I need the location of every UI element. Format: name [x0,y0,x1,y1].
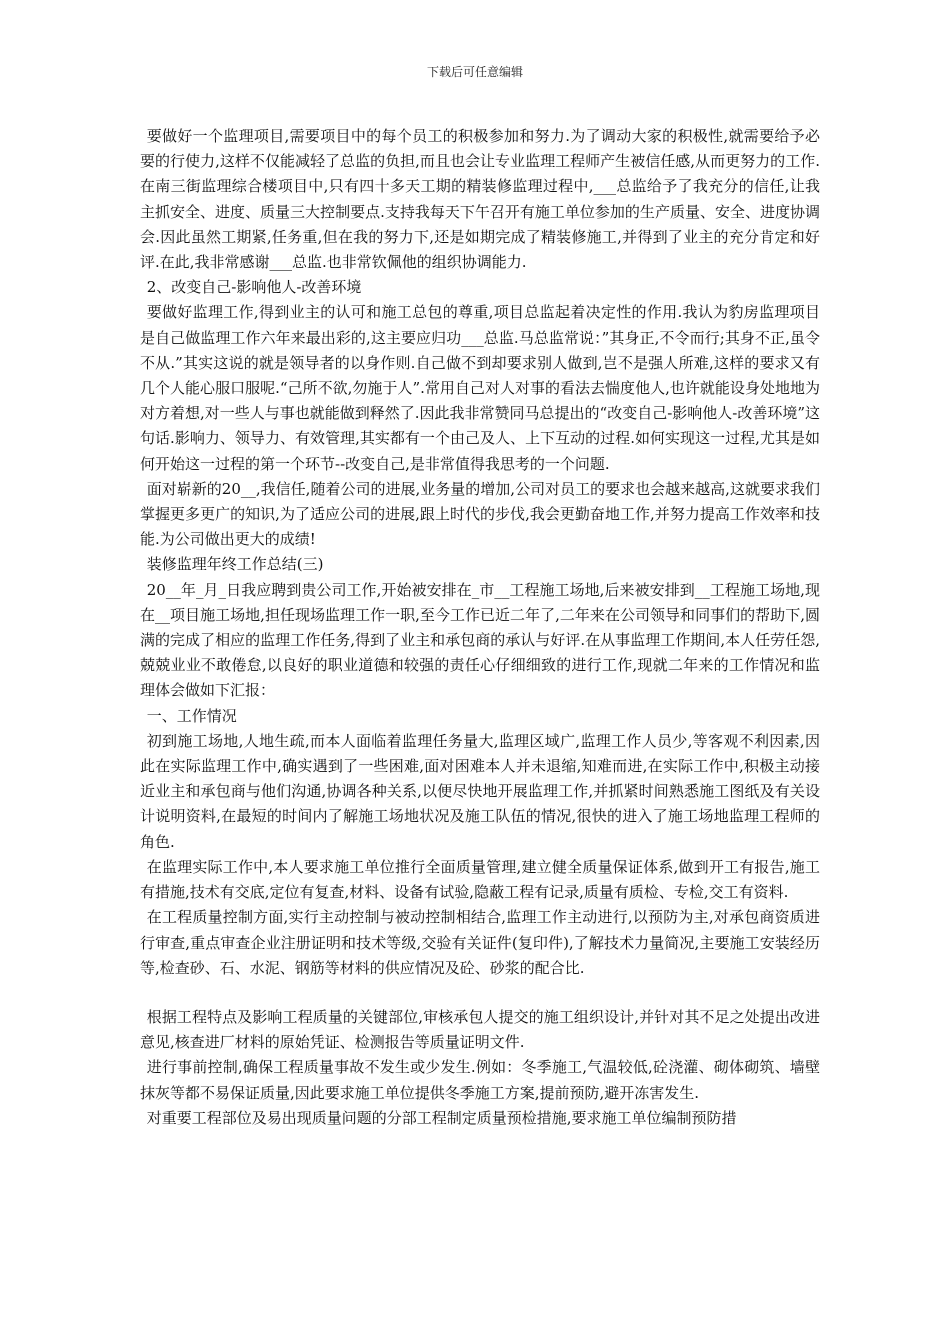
section-heading-change-self: 2、改变自己-影响他人-改善环境 [146,278,362,297]
paragraph-new-year: 面对崭新的20__,我信任,随着公司的进展,业务量的增加,公司对员工的要求也会越来越高,这就要求我们掌握更多更广的知识,为了适应公司的进展,跟上时代的步伐,我会更勤奋地工作,并努力提高工作效率和技能.为公司做出更大的成绩! [140,479,820,549]
section-heading-work-status: 一、工作情况 [146,706,237,725]
paragraph-supervision-project: 要做好一个监理项目,需要项目中的每个员工的积极参加和努力.为了调动大家的积极性,就需要给予必要的行使力,这样不仅能减轻了总监的负担,而且也会让专业监理工程师产生被信任感,从而更努力的工作.在南三街监理综合楼项目中,只有四十多天工期的精装修监理过程中,___总监给予了我充分的信任,让我主抓安全、进度、质量三大控制要点.支持我每天下午召开有施工单位参加的生产质量、安全、进度协调会.因此虽然工期紧,任务重,但在我的努力下,还是如期完成了精装修施工,并得到了业主的充分肯定和好评.在此,我非常感谢___总监.也非常钦佩他的组织协调能力. [140,127,820,272]
paragraph-first-arrival: 初到施工场地,人地生疏,而本人面临着监理任务量大,监理区域广,监理工作人员少,等客观不利因素,因此在实际监理工作中,确实遇到了一些困难,面对困难本人并未退缩,知难而进,在实际工作中,积极主动接近业主和承包商与他们沟通,协调各种关系,以便尽快地开展监理工作,并抓紧时间熟悉施工图纸及有关设计说明资料,在最短的时间内了解施工场地状况及施工队伍的情况,很快的进入了施工场地监理工程师的角色. [140,731,820,851]
paragraph-construction-design-review: 根据工程特点及影响工程质量的关键部位,审核承包人提交的施工组织设计,并针对其不足之处提出改进意见,核查进厂材料的原始凭证、检测报告等质量证明文件. [140,1007,820,1052]
paragraph-quality-management: 在监理实际工作中,本人要求施工单位推行全面质量管理,建立健全质量保证体系,做到开工有报告,施工有措施,技术有交底,定位有复查,材料、设备有试验,隐蔽工程有记录,质量有质检、专检,交工有资料. [140,857,820,902]
paragraph-quality-control: 在工程质量控制方面,实行主动控制与被动控制相结合,监理工作主动进行,以预防为主,对承包商资质进行审查,重点审查企业注册证明和技术等级,交验有关证件(复印件),了解技术力量简况,主要施工安装经历等,检查砂、石、水泥、钢筋等材料的供应情况及砼、砂浆的配合比. [140,908,820,977]
page-header-note: 下载后可任意编辑 [426,65,523,79]
paragraph-introduction: 20__年_月_日我应聘到贵公司工作,开始被安排在_市__工程施工场地,后来被安排到__工程施工场地,现在__项目施工场地,担任现场监理工作一职,至今工作已近二年了,二年来在公司领导和同事们的帮助下,圆满的完成了相应的监理工作任务,得到了业主和承包商的承认与好评.在从事监理工作期间,本人任劳任怨,兢兢业业不敢倦怠,以良好的职业道德和较强的责任心仔细细致的进行工作,现就二年来的工作情况和监理体会做如下汇报： [140,580,820,700]
paragraph-advance-control: 进行事前控制,确保工程质量事故不发生或少发生.例如：冬季施工,气温较低,砼浇灌、砌体砌筑、墙壁抹灰等都不易保证质量,因此要求施工单位提供冬季施工方案,提前预防,避开冻害发生. [140,1058,820,1102]
document-subtitle: 装修监理年终工作总结(三) [146,555,324,574]
paragraph-leadership: 要做好监理工作,得到业主的认可和施工总包的尊重,项目总监起着决定性的作用.我认为豹房监理项目是自己做监理工作六年来最出彩的,这主要应归功___总监.马总监常说：”其身正,不令而行;其身不正,虽令不从.”其实这说的就是领导者的以身作则.自己做不到却要求别人做到,岂不是强人所难,这样的要求又有几个人能心服口服呢.“己所不欲,勿施于人”.常用自己对人对事的看法去惴度他人,也许就能设身处地地为对方着想,对一些人与事也就能做到释然了.因此我非常赞同马总提出的“改变自己-影响他人-改善环境”这句话.影响力、领导力、有效管理,其实都有一个由己及人、上下互动的过程.如何实现这一过程,尤其是如何开始这一过程的第一个环节--改变自己,是非常值得我思考的一个问题. [140,303,821,473]
paragraph-precheck-measures: 对重要工程部位及易出现质量问题的分部工程制定质量预检措施,要求施工单位编制预防措 [146,1108,737,1127]
document-body [140,124,820,1131]
